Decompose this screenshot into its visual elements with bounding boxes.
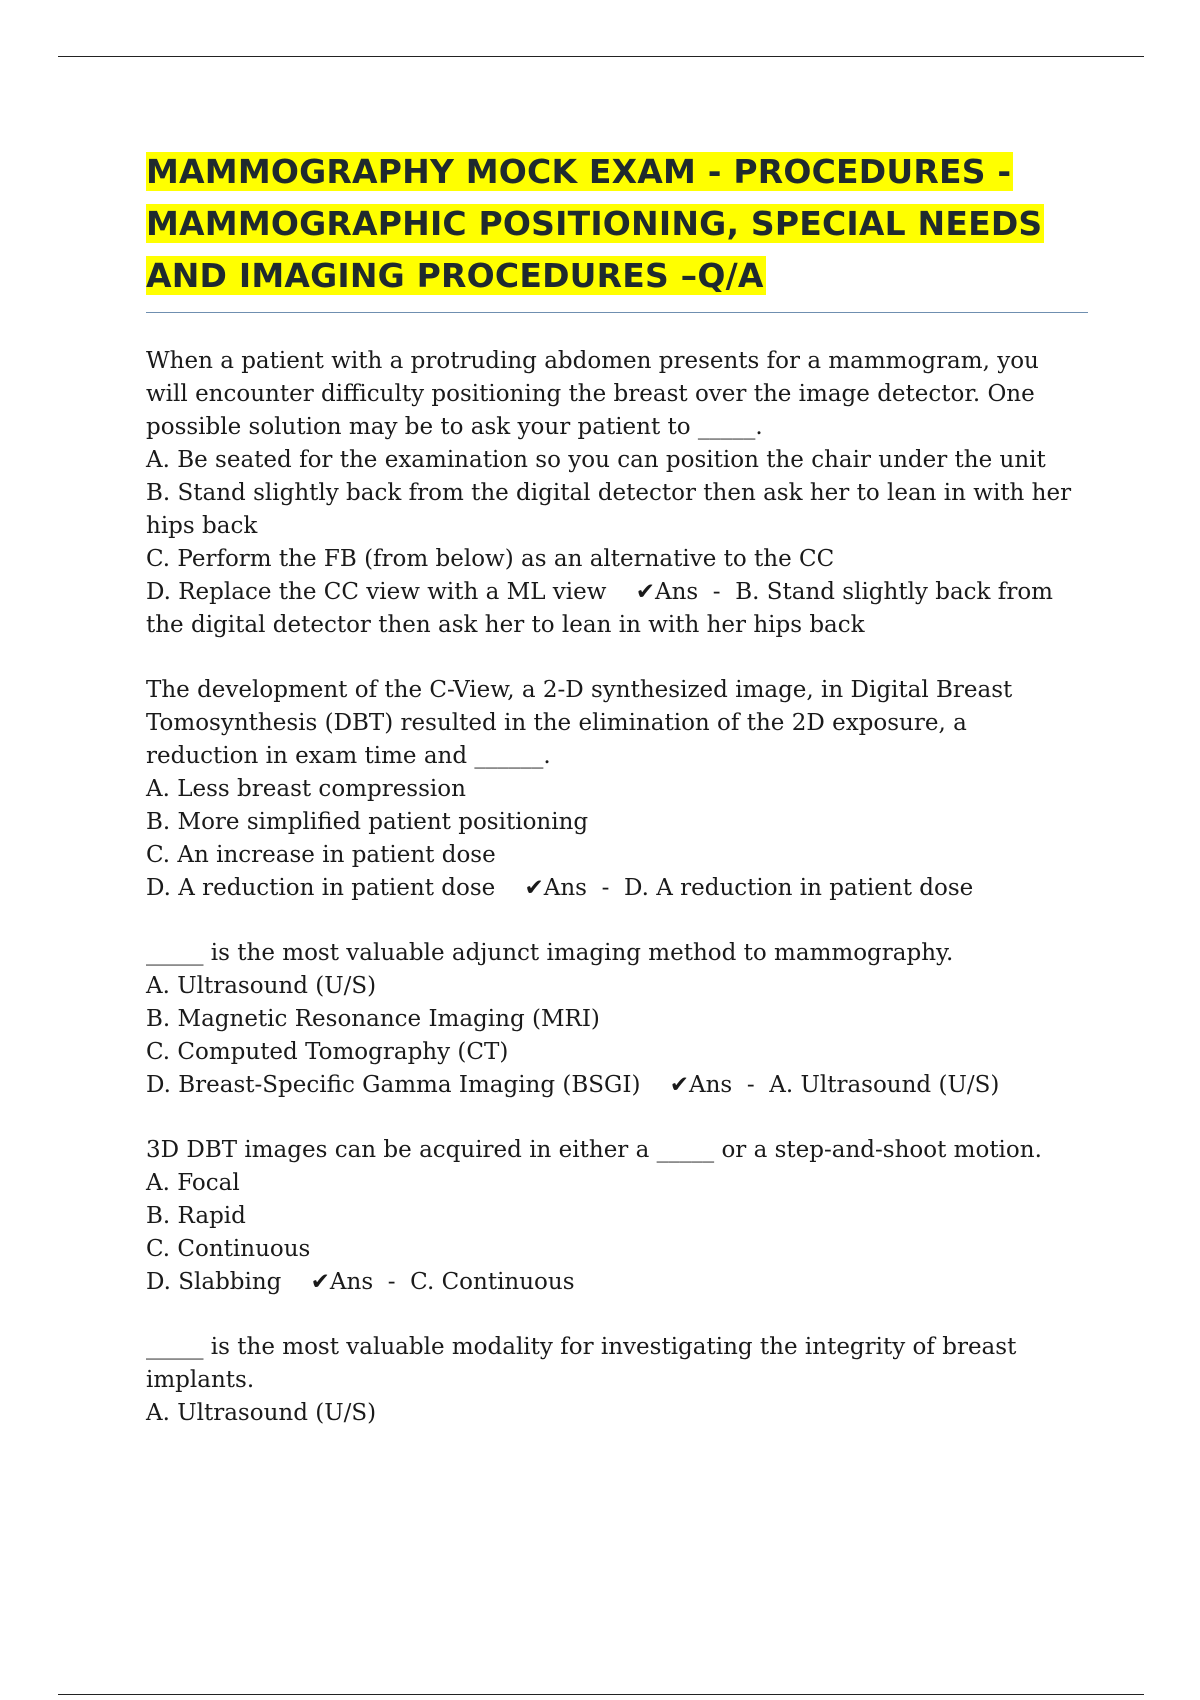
answer-option — [146, 1069, 1086, 1102]
question-text: When a patient with a protruding abdomen presents for a mammogram, you will encounter difficulty positioning the breast over the image detector. One possible solution may be to ask your patient to _____. — [146, 348, 1039, 440]
answer-option — [146, 1036, 1086, 1069]
option-text: D. Slabbing — [146, 1269, 282, 1295]
bottom-divider — [58, 1694, 1144, 1695]
answer-option — [146, 872, 1086, 905]
correct-answer: D. A reduction in patient dose — [624, 875, 974, 901]
option-text: A. Be seated for the examination so you can position the chair under the unit — [146, 447, 1046, 473]
answer-option — [146, 970, 1086, 1003]
question-block — [146, 937, 1086, 1102]
spacer — [281, 1269, 310, 1295]
spacer — [640, 1072, 669, 1098]
option-text: A. Less breast compression — [146, 776, 466, 802]
answer-option — [146, 806, 1086, 839]
answer-option — [146, 1397, 1086, 1430]
answer-separator: - — [373, 1269, 411, 1295]
answer-marker: ✔Ans — [669, 1072, 733, 1098]
answer-option — [146, 477, 1086, 543]
option-text: D. A reduction in patient dose — [146, 875, 496, 901]
answer-separator: - — [732, 1072, 770, 1098]
title-highlight: MAMMOGRAPHY MOCK EXAM - PROCEDURES - MAMMOGRAPHIC POSITIONING, SPECIAL NEEDS AND IMAGING PROCEDURES –Q/A — [146, 152, 1043, 295]
option-text: B. Rapid — [146, 1203, 246, 1229]
question-block — [146, 345, 1086, 642]
option-text: C. Computed Tomography (CT) — [146, 1039, 509, 1065]
answer-option — [146, 576, 1086, 642]
top-divider — [58, 56, 1144, 57]
answer-marker: ✔Ans — [524, 875, 587, 901]
question-text: _____ is the most valuable adjunct imaging method to mammography. — [146, 940, 954, 966]
option-text: A. Ultrasound (U/S) — [146, 973, 377, 999]
option-text: D. Replace the CC view with a ML view — [146, 579, 607, 605]
answer-marker: ✔Ans — [310, 1269, 374, 1295]
question-block — [146, 1134, 1086, 1299]
answer-option — [146, 1167, 1086, 1200]
answer-option — [146, 543, 1086, 576]
question-block — [146, 1331, 1086, 1430]
document-body — [146, 146, 1086, 1430]
option-text: B. Stand slightly back from the digital detector then ask her to lean in with her hips back — [146, 480, 1072, 539]
question-text: _____ is the most valuable modality for investigating the integrity of breast implants. — [146, 1334, 1017, 1393]
question-list — [146, 345, 1086, 1430]
answer-marker: ✔Ans — [635, 579, 699, 605]
answer-option — [146, 1266, 1086, 1299]
option-text: B. More simplified patient positioning — [146, 809, 589, 835]
answer-option — [146, 839, 1086, 872]
answer-option — [146, 1003, 1086, 1036]
option-text: C. Perform the FB (from below) as an alternative to the CC — [146, 546, 835, 572]
answer-option — [146, 444, 1086, 477]
spacer — [495, 875, 524, 901]
correct-answer: C. Continuous — [410, 1269, 575, 1295]
option-text: C. Continuous — [146, 1236, 311, 1262]
answer-separator: - — [698, 579, 736, 605]
answer-option — [146, 1200, 1086, 1233]
correct-answer: A. Ultrasound (U/S) — [769, 1072, 1000, 1098]
spacer — [606, 579, 635, 605]
option-text: A. Focal — [146, 1170, 240, 1196]
answer-option — [146, 773, 1086, 806]
question-text: The development of the C-View, a 2-D synthesized image, in Digital Breast Tomosynthesis (DBT) resulted in the elimination of the 2D exposure, a reduction in exam time and ______. — [146, 677, 1013, 769]
option-text: A. Ultrasound (U/S) — [146, 1400, 377, 1426]
option-text: B. Magnetic Resonance Imaging (MRI) — [146, 1006, 600, 1032]
answer-option — [146, 1233, 1086, 1266]
option-text: C. An increase in patient dose — [146, 842, 496, 868]
question-text: 3D DBT images can be acquired in either a _____ or a step-and-shoot motion. — [146, 1137, 1042, 1163]
question-block — [146, 674, 1086, 905]
answer-separator: - — [586, 875, 624, 901]
correct-answer: B. Stand slightly back from the digital detector then ask her to lean in with her hips back — [146, 579, 1053, 638]
document-title — [146, 146, 1086, 302]
title-underline — [146, 312, 1088, 313]
option-text: D. Breast-Specific Gamma Imaging (BSGI) — [146, 1072, 641, 1098]
